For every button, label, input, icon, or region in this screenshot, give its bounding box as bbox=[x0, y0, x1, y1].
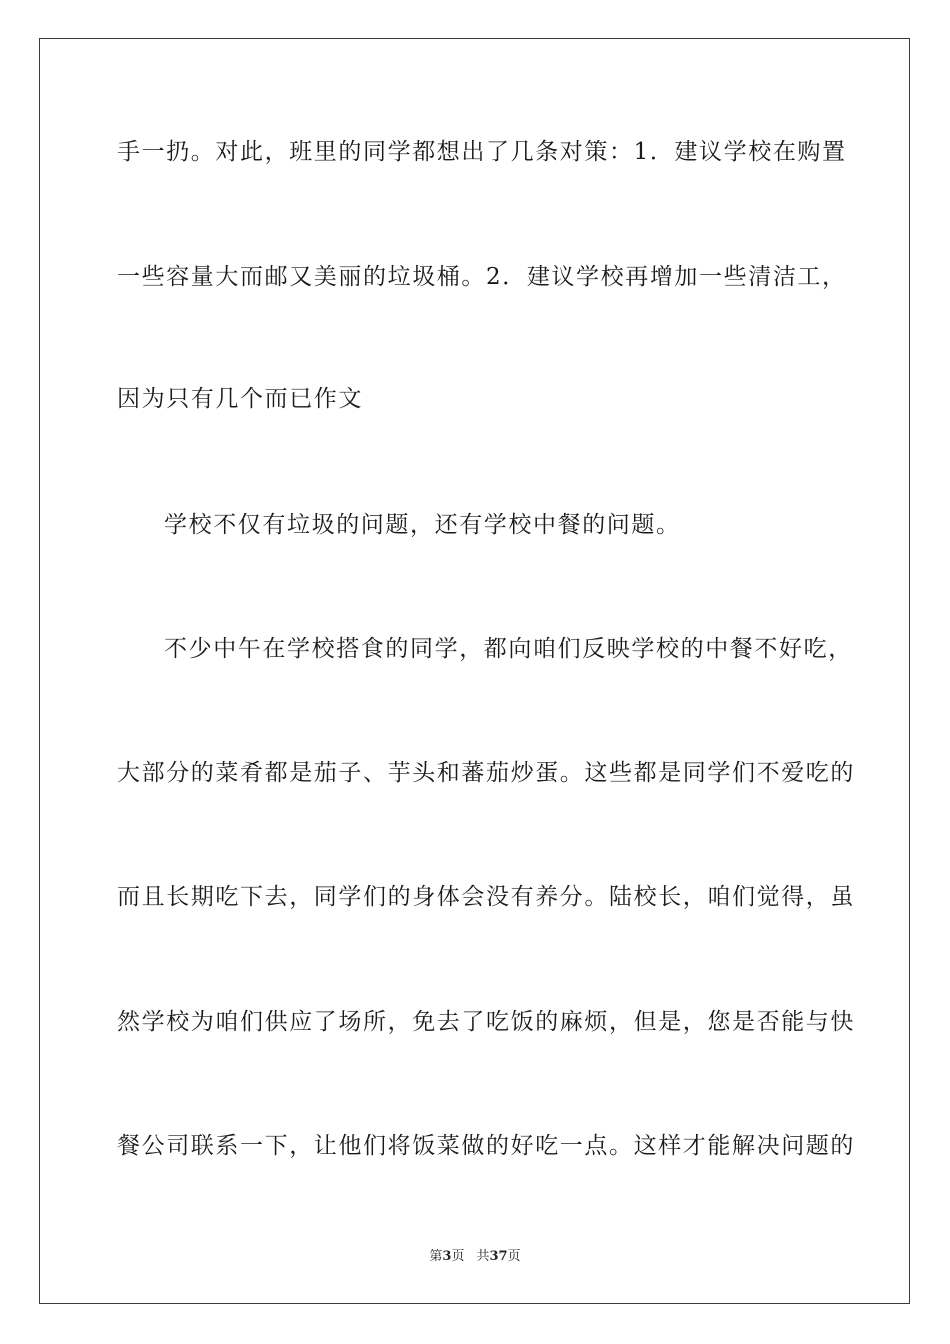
page-footer bbox=[0, 1248, 950, 1266]
total-pages: 37 bbox=[489, 1249, 508, 1264]
body-line-7: 而且长期吃下去，同学们的身体会没有养分。陆校长，咱们觉得，虽 bbox=[117, 884, 855, 910]
page-prefix: 第 bbox=[429, 1249, 443, 1264]
page-border bbox=[39, 38, 910, 1304]
total-suffix: 页 bbox=[507, 1249, 521, 1264]
page-number: 3 bbox=[442, 1249, 452, 1264]
body-line-3: 因为只有几个而已作文 bbox=[117, 386, 363, 412]
paragraph-line-2: 不少中午在学校搭食的同学，都向咱们反映学校的中餐不好吃， bbox=[164, 636, 853, 662]
body-line-8: 然学校为咱们供应了场所，免去了吃饭的麻烦，但是，您是否能与快 bbox=[117, 1009, 855, 1035]
page-suffix: 页 bbox=[451, 1249, 465, 1264]
body-line-2: 一些容量大而邮又美丽的垃圾桶。2．建议学校再增加一些清洁工， bbox=[117, 264, 847, 290]
total-prefix: 共 bbox=[476, 1249, 490, 1264]
body-line-9: 餐公司联系一下，让他们将饭菜做的好吃一点。这样才能解决问题的 bbox=[117, 1133, 855, 1159]
paragraph-line-1: 学校不仅有垃圾的问题，还有学校中餐的问题。 bbox=[164, 512, 681, 538]
body-line-6: 大部分的菜肴都是茄子、芋头和蕃茄炒蛋。这些都是同学们不爱吃的 bbox=[117, 760, 855, 786]
body-line-1: 手一扔。对此，班里的同学都想出了几条对策：1．建议学校在购置 bbox=[117, 139, 847, 165]
